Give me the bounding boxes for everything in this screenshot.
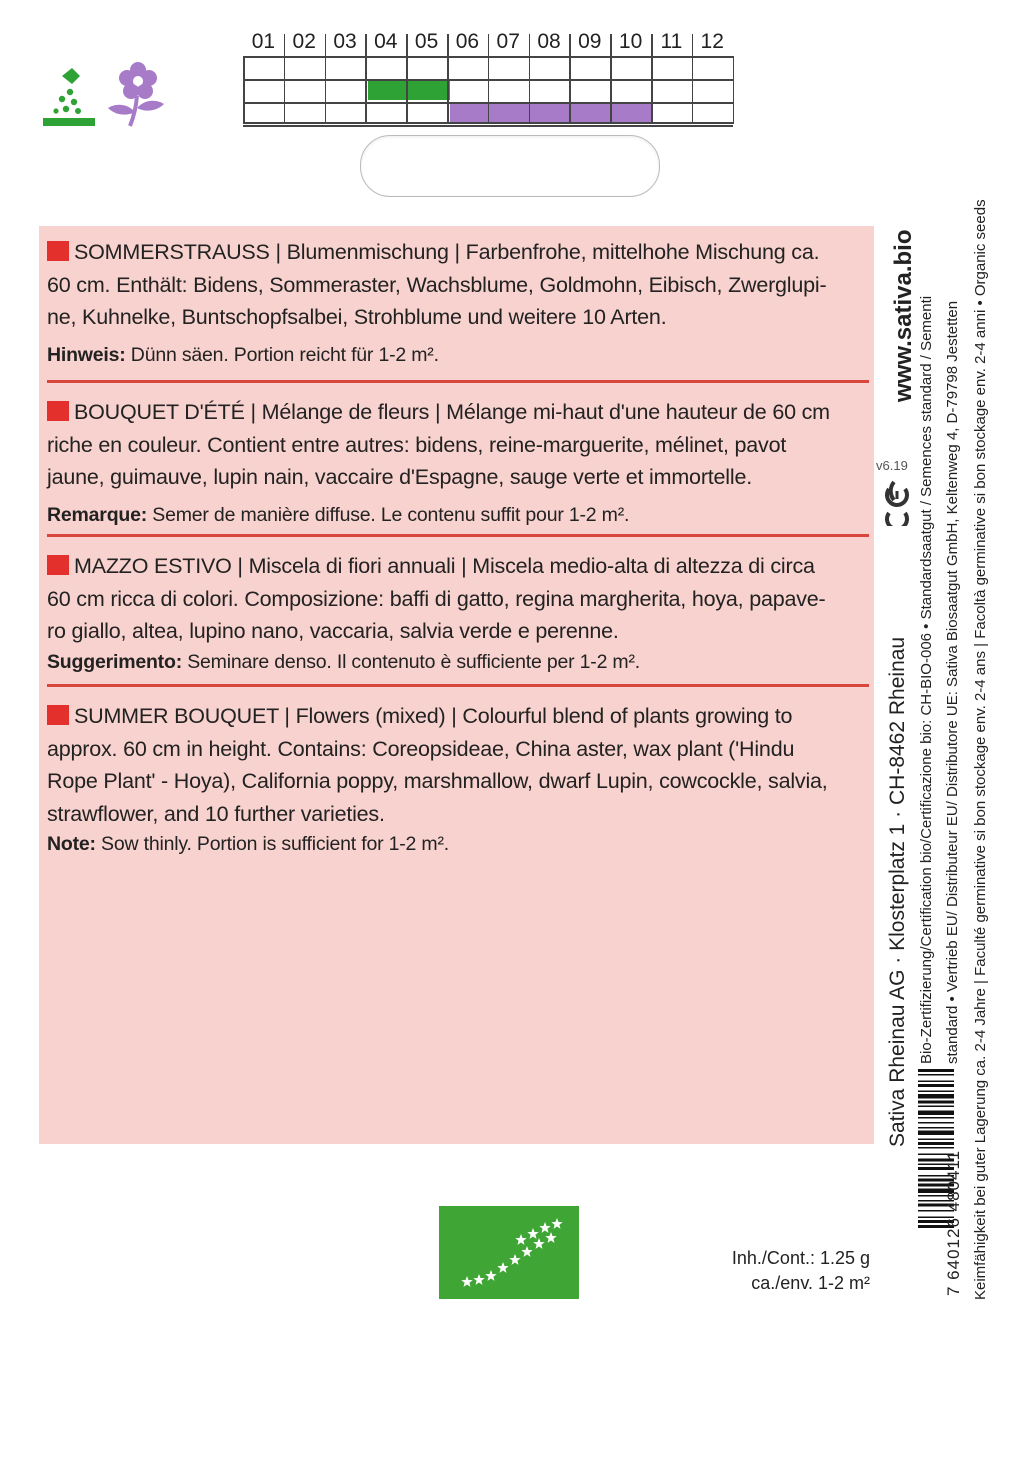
hanger-slot xyxy=(360,135,660,197)
version-label: v6.19 xyxy=(876,458,908,473)
calendar-gridline xyxy=(447,34,449,124)
barcode-digits: 7 640126 480411 xyxy=(944,1149,963,1296)
calendar-gridline xyxy=(569,34,571,124)
calendar-gridline xyxy=(529,34,531,124)
eu-organic-leaf-logo xyxy=(439,1206,579,1299)
month-label: 07 xyxy=(496,30,520,53)
calendar-gridline xyxy=(406,34,408,124)
description-section-de xyxy=(47,236,869,368)
calendar-gridline xyxy=(488,34,490,124)
month-label: 08 xyxy=(537,30,561,53)
month-label: 12 xyxy=(700,30,724,53)
note-line xyxy=(47,831,869,857)
calendar-gridline xyxy=(243,125,733,127)
note-text: Sow thinly. Portion is sufficient for 1-2 m². xyxy=(95,833,449,855)
barcode-bar xyxy=(918,1101,954,1104)
description-line: 60 cm. Enthält: Bidens, Sommeraster, Wachsblume, Goldmohn, Eibisch, Zwerglupi- xyxy=(47,272,827,297)
certification-text: Bio-Zertifizierung/Certification bio/Certificazione bio: CH-BIO-006 • Standardsaatgut / Semences standard / Sementi xyxy=(918,295,935,1064)
description-section-it xyxy=(47,550,869,675)
description-heading-text: MAZZO ESTIVO | Miscela di fiori annuali | Miscela medio-alta di altezza di circa xyxy=(74,554,815,578)
month-label: 01 xyxy=(251,30,276,53)
description-line: ne, Kuhnelke, Buntschopfsalbei, Strohblume und weitere 10 Arten. xyxy=(47,305,667,329)
barcode-bar xyxy=(918,1069,954,1072)
red-square-marker xyxy=(47,555,69,575)
barcode-bar xyxy=(918,1091,954,1093)
company-address: Sativa Rheinau AG · Klosterplatz 1 · CH-8462 Rheinau xyxy=(886,636,909,1147)
note-line xyxy=(47,342,869,368)
month-label: 06 xyxy=(455,30,480,53)
barcode-bar xyxy=(918,1094,954,1099)
calendar-gridline xyxy=(651,34,653,124)
sowing-calendar xyxy=(243,28,733,124)
description-line xyxy=(47,550,869,583)
barcode-bar xyxy=(918,1074,954,1076)
month-label: 10 xyxy=(618,30,643,53)
month-label: 09 xyxy=(578,30,602,53)
description-section-en xyxy=(47,700,869,857)
barcode-bar xyxy=(918,1127,954,1129)
sowing-period-bar xyxy=(368,79,450,100)
calendar-gridline xyxy=(692,34,694,124)
description-line xyxy=(47,700,869,733)
red-square-marker xyxy=(47,705,69,725)
section-divider xyxy=(47,684,869,687)
month-label: 11 xyxy=(660,30,683,53)
description-heading-text: BOUQUET D'ÉTÉ | Mélange de fleurs | Mélange mi-haut d'une hauteur de 60 cm xyxy=(74,400,830,424)
description-line: strawflower, and 10 further varieties. xyxy=(47,801,385,826)
red-square-marker xyxy=(47,401,69,421)
barcode-bar xyxy=(918,1147,954,1149)
barcode-bar xyxy=(918,1081,954,1083)
section-divider xyxy=(47,380,869,383)
barcode-bar xyxy=(918,1139,954,1141)
contents-area: ca./env. 1-2 m² xyxy=(751,1273,870,1293)
note-text: Dünn säen. Portion reicht für 1-2 m². xyxy=(125,343,439,366)
calendar-gridline xyxy=(365,34,367,124)
note-line xyxy=(47,649,869,675)
germination-text: Keimfähigkeit bei guter Lagerung ca. 2-4 Jahre | Faculté germinative si bon stockage env. 2-4 ans | Facoltà germinative si bon stockage env. 2-4 anni • Organic seeds xyxy=(972,199,989,1300)
description-line xyxy=(47,396,869,429)
calendar-gridline xyxy=(284,34,286,124)
ce-mark-icon xyxy=(880,478,914,526)
calendar-gridline xyxy=(610,34,612,124)
section-divider xyxy=(47,534,869,537)
description-section-fr xyxy=(47,396,869,528)
description-line: ro giallo, altea, lupino nano, vaccaria, salvia verde e perenne. xyxy=(47,619,619,643)
note-label: Note: xyxy=(47,833,96,855)
month-label: 04 xyxy=(374,30,398,53)
barcode-bar xyxy=(918,1106,954,1108)
description-heading-text: SOMMERSTRAUSS | Blumenmischung | Farbenfrohe, mittelhohe Mischung ca. xyxy=(74,240,820,264)
month-label: 02 xyxy=(292,30,316,53)
note-label: Remarque: xyxy=(47,503,148,526)
barcode-bar xyxy=(918,1131,954,1136)
description-line: 60 cm ricca di colori. Composizione: baffi di gatto, regina margherita, hoya, papave- xyxy=(47,586,826,611)
barcode-bar xyxy=(918,1142,954,1145)
month-label: 05 xyxy=(414,30,439,53)
barcode-bar xyxy=(918,1122,954,1124)
description-line: Rope Plant' - Hoya), California poppy, marshmallow, dwarf Lupin, cowcockle, salvia, xyxy=(47,769,828,793)
month-label: 03 xyxy=(333,30,357,53)
contents-info xyxy=(700,1246,870,1296)
description-panel xyxy=(39,226,874,1144)
description-heading-text: SUMMER BOUQUET | Flowers (mixed) | Colourful blend of plants growing to xyxy=(74,704,793,728)
description-line xyxy=(47,236,869,269)
description-line: approx. 60 cm in height. Contains: Coreopsideae, China aster, wax plant ('Hindu xyxy=(47,736,795,761)
flowering-period-bar xyxy=(450,104,651,124)
note-label: Hinweis: xyxy=(47,343,126,366)
distributor-text: standard • Vertrieb EU/ Distributeur EU/ Distributore UE: Sativa Biosaatgut GmbH, Keltenweg 4, D-79798 Jestetten xyxy=(944,300,961,1064)
note-line xyxy=(47,502,869,528)
calendar-gridline xyxy=(243,56,245,124)
description-line: jaune, guimauve, lupin nain, vaccaire d'Espagne, sauge verte et immortelle. xyxy=(47,465,752,489)
calendar-gridline xyxy=(733,56,735,124)
note-text: Seminare denso. Il contenuto è sufficiente per 1-2 m². xyxy=(182,650,640,673)
contents-weight: Inh./Cont.: 1.25 g xyxy=(731,1248,870,1268)
barcode-bar xyxy=(918,1111,954,1116)
flower-icon xyxy=(104,62,168,128)
sowing-icon xyxy=(40,66,98,128)
note-text: Semer de manière diffuse. Le contenu suffit pour 1-2 m². xyxy=(147,503,630,526)
website-url[interactable]: www.sativa.bio xyxy=(890,229,917,402)
barcode-bar xyxy=(918,1084,954,1087)
calendar-gridline xyxy=(325,34,327,124)
note-label: Suggerimento: xyxy=(47,650,182,673)
barcode-bar xyxy=(918,1117,954,1119)
description-line: riche en couleur. Contient entre autres: bidens, reine-marguerite, mélinet, pavot xyxy=(47,432,787,457)
red-square-marker xyxy=(47,241,69,261)
